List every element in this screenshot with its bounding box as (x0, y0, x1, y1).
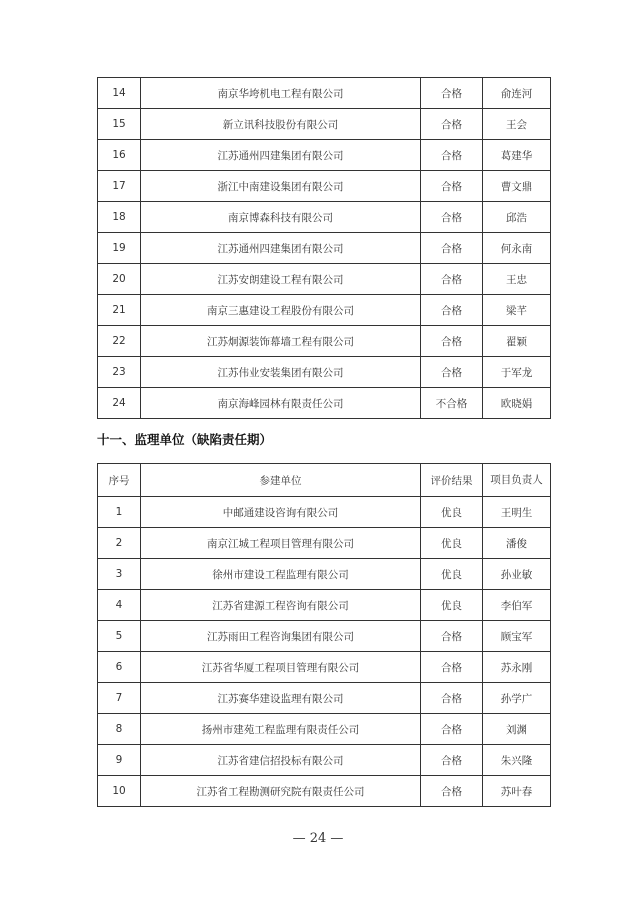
serial-number-cell: 8 (98, 714, 141, 745)
unit-name-cell: 江苏伟业安装集团有限公司 (141, 357, 421, 388)
result-cell: 优良 (421, 497, 483, 528)
result-cell: 合格 (421, 714, 483, 745)
result-cell: 优良 (421, 559, 483, 590)
result-cell: 合格 (421, 357, 483, 388)
table-row (98, 497, 551, 528)
unit-name-cell: 南京三惠建设工程股份有限公司 (141, 295, 421, 326)
unit-name-cell: 江苏赛华建设监理有限公司 (141, 683, 421, 714)
result-cell: 优良 (421, 528, 483, 559)
header-project-leader: 项目负责人 (483, 464, 551, 497)
leader-name-cell: 王会 (483, 109, 551, 140)
serial-number-cell: 21 (98, 295, 141, 326)
table-row (98, 590, 551, 621)
supervision-evaluation-table (97, 463, 551, 807)
unit-name-cell: 江苏安朗建设工程有限公司 (141, 264, 421, 295)
unit-name-cell: 扬州市建苑工程监理有限责任公司 (141, 714, 421, 745)
unit-name-cell: 中邮通建设咨询有限公司 (141, 497, 421, 528)
leader-name-cell: 欧晓娟 (483, 388, 551, 419)
leader-name-cell: 李伯军 (483, 590, 551, 621)
serial-number-cell: 23 (98, 357, 141, 388)
unit-name-cell: 江苏通州四建集团有限公司 (141, 233, 421, 264)
serial-number-cell: 6 (98, 652, 141, 683)
table-row (98, 140, 551, 171)
serial-number-cell: 24 (98, 388, 141, 419)
table-row (98, 171, 551, 202)
serial-number-cell: 16 (98, 140, 141, 171)
leader-name-cell: 苏叶春 (483, 776, 551, 807)
leader-name-cell: 邱浩 (483, 202, 551, 233)
header-serial-number: 序号 (98, 464, 141, 497)
serial-number-cell: 19 (98, 233, 141, 264)
leader-name-cell: 孙学广 (483, 683, 551, 714)
unit-name-cell: 江苏省建信招投标有限公司 (141, 745, 421, 776)
table-header-row (98, 464, 551, 497)
serial-number-cell: 2 (98, 528, 141, 559)
header-participating-unit: 参建单位 (141, 464, 421, 497)
table-row (98, 621, 551, 652)
table-row (98, 264, 551, 295)
serial-number-cell: 9 (98, 745, 141, 776)
unit-name-cell: 南京博森科技有限公司 (141, 202, 421, 233)
unit-name-cell: 江苏省工程勘测研究院有限责任公司 (141, 776, 421, 807)
table-row (98, 559, 551, 590)
unit-name-cell: 江苏雨田工程咨询集团有限公司 (141, 621, 421, 652)
serial-number-cell: 14 (98, 78, 141, 109)
leader-name-cell: 王忠 (483, 264, 551, 295)
table-row (98, 388, 551, 419)
serial-number-cell: 22 (98, 326, 141, 357)
result-cell: 合格 (421, 683, 483, 714)
result-cell: 不合格 (421, 388, 483, 419)
leader-name-cell: 朱兴隆 (483, 745, 551, 776)
header-evaluation-result: 评价结果 (421, 464, 483, 497)
serial-number-cell: 1 (98, 497, 141, 528)
table-row (98, 295, 551, 326)
unit-name-cell: 浙江中南建设集团有限公司 (141, 171, 421, 202)
evaluation-table-continued (97, 77, 551, 419)
result-cell: 合格 (421, 326, 483, 357)
serial-number-cell: 10 (98, 776, 141, 807)
leader-name-cell: 梁芊 (483, 295, 551, 326)
table-row (98, 109, 551, 140)
unit-name-cell: 江苏省建源工程咨询有限公司 (141, 590, 421, 621)
table-row (98, 78, 551, 109)
table-row (98, 652, 551, 683)
result-cell: 合格 (421, 264, 483, 295)
leader-name-cell: 葛建华 (483, 140, 551, 171)
unit-name-cell: 南京江城工程项目管理有限公司 (141, 528, 421, 559)
section-title-supervision: 十一、监理单位（缺陷责任期） (97, 432, 273, 447)
leader-name-cell: 俞连河 (483, 78, 551, 109)
unit-name-cell: 徐州市建设工程监理有限公司 (141, 559, 421, 590)
table-row (98, 714, 551, 745)
serial-number-cell: 18 (98, 202, 141, 233)
table-row (98, 357, 551, 388)
result-cell: 合格 (421, 202, 483, 233)
result-cell: 合格 (421, 78, 483, 109)
leader-name-cell: 孙业敏 (483, 559, 551, 590)
page-number: — 24 — (292, 831, 344, 846)
result-cell: 合格 (421, 233, 483, 264)
serial-number-cell: 20 (98, 264, 141, 295)
table-row (98, 326, 551, 357)
unit-name-cell: 南京华垮机电工程有限公司 (141, 78, 421, 109)
leader-name-cell: 刘渊 (483, 714, 551, 745)
result-cell: 优良 (421, 590, 483, 621)
unit-name-cell: 江苏通州四建集团有限公司 (141, 140, 421, 171)
leader-name-cell: 翟颖 (483, 326, 551, 357)
unit-name-cell: 江苏省华厦工程项目管理有限公司 (141, 652, 421, 683)
serial-number-cell: 15 (98, 109, 141, 140)
leader-name-cell: 何永南 (483, 233, 551, 264)
serial-number-cell: 4 (98, 590, 141, 621)
serial-number-cell: 3 (98, 559, 141, 590)
serial-number-cell: 7 (98, 683, 141, 714)
result-cell: 合格 (421, 171, 483, 202)
table-row (98, 202, 551, 233)
table-row (98, 776, 551, 807)
result-cell: 合格 (421, 621, 483, 652)
leader-name-cell: 曹文鼎 (483, 171, 551, 202)
result-cell: 合格 (421, 140, 483, 171)
result-cell: 合格 (421, 295, 483, 326)
table-row (98, 528, 551, 559)
result-cell: 合格 (421, 745, 483, 776)
leader-name-cell: 王明生 (483, 497, 551, 528)
result-cell: 合格 (421, 776, 483, 807)
unit-name-cell: 江苏炯源装饰幕墙工程有限公司 (141, 326, 421, 357)
result-cell: 合格 (421, 652, 483, 683)
serial-number-cell: 17 (98, 171, 141, 202)
result-cell: 合格 (421, 109, 483, 140)
table-row (98, 745, 551, 776)
leader-name-cell: 苏永刚 (483, 652, 551, 683)
unit-name-cell: 新立讯科技股份有限公司 (141, 109, 421, 140)
table-row (98, 233, 551, 264)
leader-name-cell: 潘俊 (483, 528, 551, 559)
leader-name-cell: 顾宝军 (483, 621, 551, 652)
serial-number-cell: 5 (98, 621, 141, 652)
leader-name-cell: 于军龙 (483, 357, 551, 388)
table-row (98, 683, 551, 714)
unit-name-cell: 南京海峰园林有限责任公司 (141, 388, 421, 419)
